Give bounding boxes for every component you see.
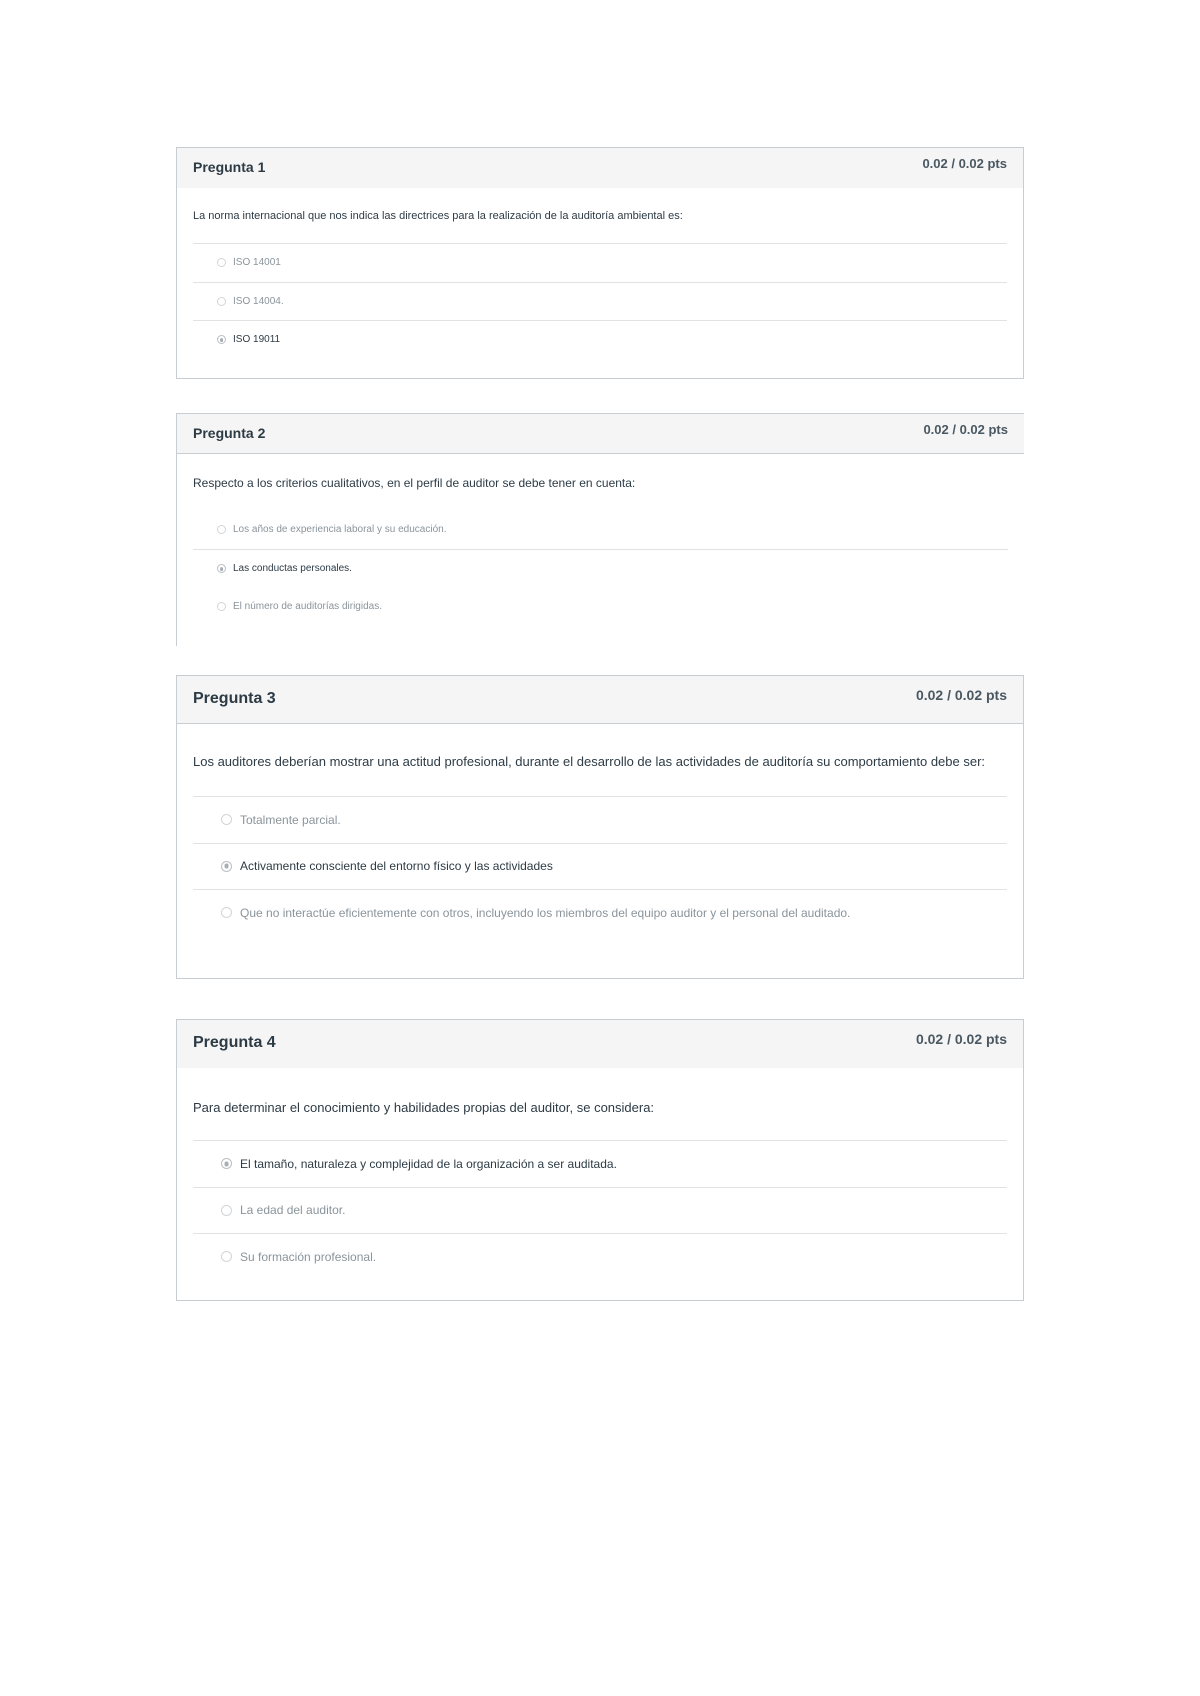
question-text: La norma internacional que nos indica las directrices para la realización de la auditoría ambiental es:	[193, 210, 683, 222]
answer-label: El tamaño, naturaleza y complejidad de la organización a ser auditada.	[240, 1156, 617, 1171]
answer-list	[193, 243, 1007, 359]
question-text: Los auditores deberían mostrar una actitud profesional, durante el desarrollo de las actividades de auditoría su comportamiento debe ser:	[193, 754, 986, 769]
answer-list	[193, 1140, 1007, 1280]
question-points: 0.02 / 0.02 pts	[923, 422, 1008, 437]
question-text: Respecto a los criterios cualitativos, en el perfil de auditor se debe tener en cuenta:	[193, 476, 636, 490]
answer-option[interactable]	[193, 243, 1007, 282]
answer-option-selected[interactable]	[193, 549, 1008, 588]
answer-option[interactable]	[193, 282, 1007, 321]
answer-label: Totalmente parcial.	[240, 812, 341, 827]
answer-label: ISO 19011	[233, 334, 281, 346]
answer-option[interactable]	[193, 796, 1007, 843]
question-points: 0.02 / 0.02 pts	[922, 156, 1007, 171]
answer-option[interactable]	[193, 1187, 1007, 1234]
question-title: Pregunta 4	[193, 1034, 276, 1051]
answer-option[interactable]	[193, 511, 1008, 550]
radio-button-checked-icon[interactable]	[221, 1158, 232, 1169]
question-card-4	[176, 1019, 1024, 1301]
radio-button-checked-icon[interactable]	[221, 861, 232, 872]
radio-button-checked-icon[interactable]	[217, 335, 226, 344]
radio-button-icon[interactable]	[221, 1205, 232, 1216]
question-title: Pregunta 1	[193, 159, 266, 175]
radio-button-checked-icon[interactable]	[217, 564, 226, 573]
answer-option[interactable]	[193, 889, 1007, 936]
answer-option-selected[interactable]	[193, 320, 1007, 359]
answer-label: ISO 14001	[233, 257, 281, 269]
question-text: Para determinar el conocimiento y habilidades propias del auditor, se considera:	[193, 1100, 655, 1115]
question-card-1	[176, 147, 1024, 379]
question-title: Pregunta 2	[193, 425, 266, 441]
radio-button-icon[interactable]	[217, 258, 226, 267]
question-header	[177, 676, 1023, 724]
answer-label: Que no interactúe eficientemente con otros, incluyendo los miembros del equipo auditor y el personal del auditado.	[240, 905, 851, 920]
answer-label: ISO 14004.	[233, 295, 284, 307]
question-header	[177, 148, 1023, 188]
answer-label: Los años de experiencia laboral y su educación.	[233, 524, 447, 536]
answer-option[interactable]	[193, 1233, 1007, 1280]
answer-label: Las conductas personales.	[233, 563, 352, 575]
question-header	[177, 1020, 1023, 1068]
answer-option-selected[interactable]	[193, 1140, 1007, 1187]
answer-label: El número de auditorías dirigidas.	[233, 601, 382, 613]
answer-option[interactable]	[193, 588, 1008, 627]
question-points: 0.02 / 0.02 pts	[915, 1031, 1007, 1047]
radio-button-icon[interactable]	[221, 814, 232, 825]
answer-label: Su formación profesional.	[240, 1249, 377, 1264]
radio-button-icon[interactable]	[221, 907, 232, 918]
answer-label: Activamente consciente del entorno físico y las actividades	[240, 859, 553, 874]
answer-list	[193, 796, 1007, 936]
answer-list	[193, 511, 1008, 627]
question-header	[177, 414, 1024, 454]
question-points: 0.02 / 0.02 pts	[915, 687, 1007, 703]
question-card-3	[176, 675, 1024, 979]
radio-button-icon[interactable]	[217, 297, 226, 306]
answer-label: La edad del auditor.	[240, 1203, 346, 1218]
radio-button-icon[interactable]	[217, 525, 226, 534]
question-card-2	[176, 413, 1024, 646]
radio-button-icon[interactable]	[217, 602, 226, 611]
radio-button-icon[interactable]	[221, 1251, 232, 1262]
answer-option-selected[interactable]	[193, 843, 1007, 890]
question-title: Pregunta 3	[193, 690, 276, 707]
